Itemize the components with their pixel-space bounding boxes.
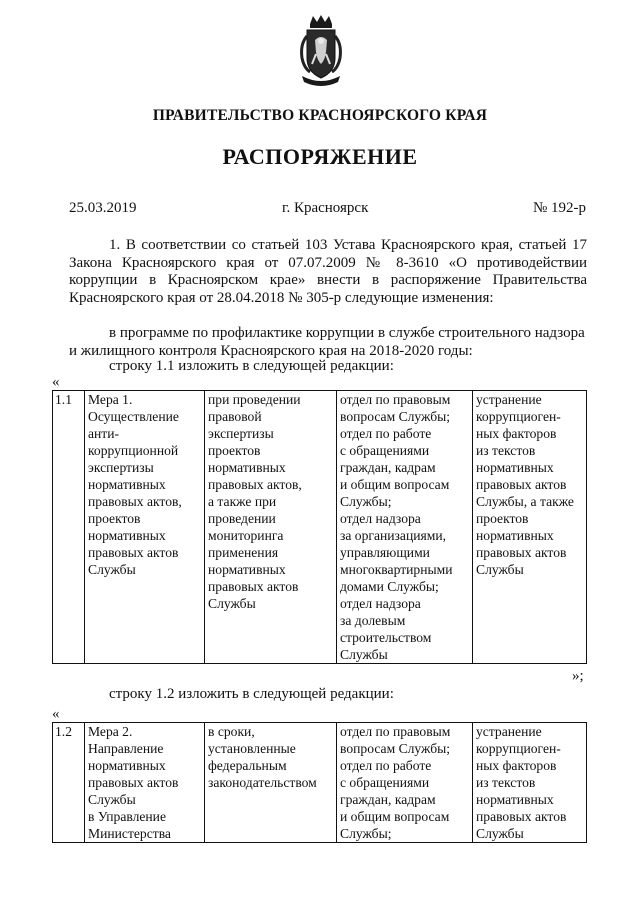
cell-line: правовых актов bbox=[476, 477, 567, 492]
cell-line: и общим вопросам bbox=[340, 809, 450, 824]
cell-line: Службы bbox=[476, 826, 524, 841]
cell-line: отдел надзора bbox=[340, 596, 421, 611]
cell-line: правовых актов, bbox=[208, 477, 302, 492]
cell-line: Службы bbox=[88, 562, 136, 577]
cell-line: из текстов bbox=[476, 775, 536, 790]
cell-line: отдел по правовым bbox=[340, 724, 451, 739]
cell-line: при проведении bbox=[208, 392, 301, 407]
cell-line: отдел по работе bbox=[340, 426, 432, 441]
coat-of-arms-icon bbox=[298, 14, 344, 86]
opening-quote: « bbox=[52, 374, 60, 390]
cell-line: Службы; bbox=[340, 494, 392, 509]
row-number: 1.2 bbox=[53, 723, 85, 843]
cell-line: Службы, а также bbox=[476, 494, 574, 509]
measure-cell bbox=[85, 391, 205, 664]
cell-line: нормативных bbox=[88, 758, 166, 773]
cell-line: Направление bbox=[88, 741, 164, 756]
measure-table-row-1-2 bbox=[52, 722, 587, 843]
measure-table-row-1-1 bbox=[52, 390, 587, 664]
cell-line: Службы bbox=[208, 596, 256, 611]
cell-line: Службы bbox=[476, 562, 524, 577]
cell-line: правовых актов bbox=[476, 545, 567, 560]
cell-line: отдел по работе bbox=[340, 758, 432, 773]
cell-line: устранение bbox=[476, 392, 542, 407]
cell-line: Службы bbox=[340, 647, 388, 662]
cell-line: мониторинга bbox=[208, 528, 284, 543]
cell-line: правовых актов bbox=[88, 545, 179, 560]
cell-line: отдел надзора bbox=[340, 511, 421, 526]
measure-cell bbox=[85, 723, 205, 843]
cell-line: с обращениями bbox=[340, 775, 430, 790]
cell-line: экспертизы bbox=[88, 460, 154, 475]
paragraph-line: 1. В соответствии со статьей 103 Устава Красноярского края, статьей 17 bbox=[109, 237, 587, 253]
cell-line: нормативных bbox=[88, 528, 166, 543]
cell-line: проведении bbox=[208, 511, 276, 526]
cell-line: Службы; bbox=[340, 826, 392, 841]
cell-line: строительством bbox=[340, 630, 432, 645]
cell-line: Мера 2. bbox=[88, 724, 133, 739]
opening-quote: « bbox=[52, 706, 60, 722]
document-city: г. Красноярск bbox=[282, 200, 369, 216]
paragraph-line: и жилищного контроля Красноярского края на 2018-2020 годы: bbox=[69, 342, 473, 359]
cell-line: вопросам Службы; bbox=[340, 409, 451, 424]
paragraph-1 bbox=[69, 237, 587, 307]
cell-line: управляющими bbox=[340, 545, 430, 560]
paragraph-row-1-1-intro: строку 1.1 изложить в следующей редакции: bbox=[109, 358, 394, 374]
cell-line: анти- bbox=[88, 426, 120, 441]
cell-line: граждан, кадрам bbox=[340, 460, 436, 475]
cell-line: из текстов bbox=[476, 443, 536, 458]
row-number: 1.1 bbox=[53, 391, 85, 664]
cell-line: федеральным bbox=[208, 758, 287, 773]
cell-line: отдел по правовым bbox=[340, 392, 451, 407]
cell-line: Министерства bbox=[88, 826, 171, 841]
paragraph-line: Красноярского края от 28.04.2018 № 305-р следующие изменения: bbox=[69, 289, 494, 306]
paragraph-line: коррупции в Красноярском крае» внести в распоряжение Правительства bbox=[69, 272, 587, 289]
cell-line: Осуществление bbox=[88, 409, 179, 424]
cell-line: коррупциоген- bbox=[476, 409, 561, 424]
cell-line: ных факторов bbox=[476, 426, 557, 441]
paragraph-2 bbox=[69, 325, 587, 360]
cell-line: правовых актов, bbox=[88, 494, 182, 509]
responsible-cell bbox=[337, 391, 473, 664]
cell-line: проектов bbox=[476, 511, 529, 526]
document-type-title: РАСПОРЯЖЕНИЕ bbox=[222, 144, 418, 169]
cell-line: в сроки, bbox=[208, 724, 255, 739]
cell-line: проектов bbox=[208, 443, 261, 458]
cell-line: правовых актов bbox=[88, 775, 179, 790]
cell-line: экспертизы bbox=[208, 426, 274, 441]
result-cell bbox=[473, 391, 587, 664]
cell-line: устранение bbox=[476, 724, 542, 739]
paragraph-row-1-2-intro: строку 1.2 изложить в следующей редакции: bbox=[109, 686, 394, 702]
cell-line: правовых актов bbox=[476, 809, 567, 824]
cell-line: проектов bbox=[88, 511, 141, 526]
cell-line: ных факторов bbox=[476, 758, 557, 773]
cell-line: Службы bbox=[88, 792, 136, 807]
cell-line: коррупционной bbox=[88, 443, 179, 458]
cell-line: применения bbox=[208, 545, 279, 560]
cell-line: граждан, кадрам bbox=[340, 792, 436, 807]
paragraph-line: в программе по профилактике коррупции в службе строительного надзора bbox=[109, 325, 585, 341]
cell-line: нормативных bbox=[208, 562, 286, 577]
document-date: 25.03.2019 bbox=[69, 200, 137, 216]
closing-quote: »; bbox=[572, 668, 584, 684]
cell-line: а также при bbox=[208, 494, 277, 509]
cell-line: за организациями, bbox=[340, 528, 447, 543]
cell-line: нормативных bbox=[476, 460, 554, 475]
cell-line: установленные bbox=[208, 741, 296, 756]
result-cell bbox=[473, 723, 587, 843]
cell-line: нормативных bbox=[476, 792, 554, 807]
cell-line: в Управление bbox=[88, 809, 166, 824]
cell-line: правовой bbox=[208, 409, 262, 424]
cell-line: за долевым bbox=[340, 613, 406, 628]
cell-line: с обращениями bbox=[340, 443, 430, 458]
responsible-cell bbox=[337, 723, 473, 843]
cell-line: нормативных bbox=[88, 477, 166, 492]
organization-title: ПРАВИТЕЛЬСТВО КРАСНОЯРСКОГО КРАЯ bbox=[152, 107, 488, 124]
cell-line: домами Службы; bbox=[340, 579, 439, 594]
cell-line: многоквартирными bbox=[340, 562, 453, 577]
cell-line: коррупциоген- bbox=[476, 741, 561, 756]
cell-line: и общим вопросам bbox=[340, 477, 450, 492]
cell-line: правовых актов bbox=[208, 579, 299, 594]
cell-line: нормативных bbox=[476, 528, 554, 543]
condition-cell bbox=[205, 391, 337, 664]
table-row bbox=[53, 723, 587, 843]
cell-line: законодательством bbox=[208, 775, 317, 790]
paragraph-line: Закона Красноярского края от 07.07.2009 № 8-3610 «О противодействии bbox=[69, 254, 587, 271]
condition-cell bbox=[205, 723, 337, 843]
cell-line: нормативных bbox=[208, 460, 286, 475]
cell-line: вопросам Службы; bbox=[340, 741, 451, 756]
cell-line: Мера 1. bbox=[88, 392, 133, 407]
document-number: № 192-р bbox=[533, 200, 587, 216]
table-row bbox=[53, 391, 587, 664]
